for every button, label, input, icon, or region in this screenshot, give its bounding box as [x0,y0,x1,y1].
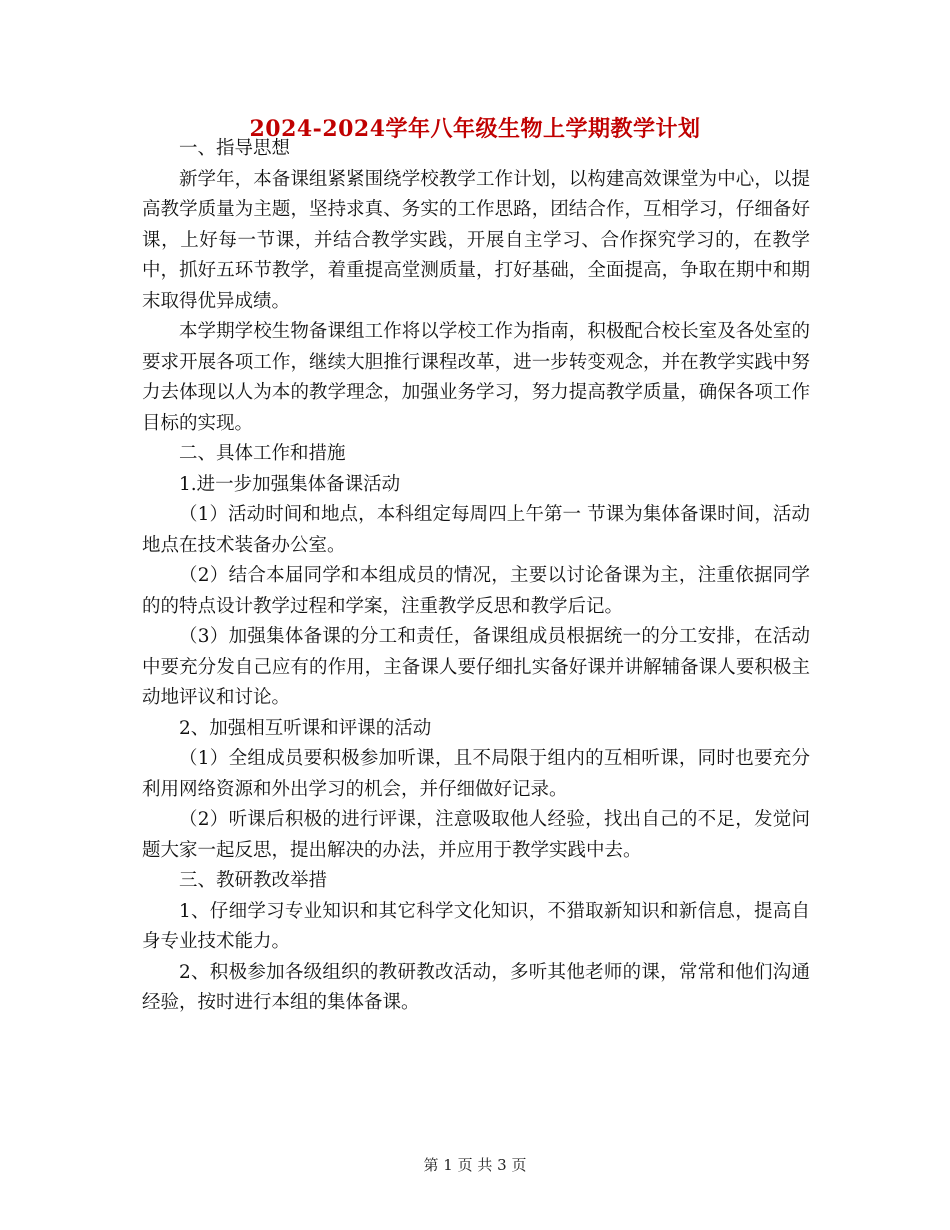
paragraph: 2、积极参加各级组织的教研教改活动，多听其他老师的课，常常和他们沟通经验，按时进行本组的集体备课。 [142,961,810,1013]
subheading-lesson-observation: 2、加强相互听课和评课的活动 [179,717,432,739]
paragraph: 1、仔细学习专业知识和其它科学文化知识，不猎取新知识和新信息，提高自身专业技术能力。 [142,900,810,952]
section-heading-teaching-research: 三、教研教改举措 [179,870,328,891]
paragraph: 本学期学校生物备课组工作将以学校工作为指南，积极配合校长室及各处室的要求开展各项工作，继续大胆推行课程改革，进一步转变观念，并在教学实践中努力去体现以人为本的教学理念，加强业务学习，努力提高教学质量，确保各项工作目标的实现。 [142,321,810,434]
section-heading-guiding-ideology: 一、指导思想 [179,138,291,159]
section-heading-work-measures: 二、具体工作和措施 [179,443,346,464]
paragraph: （1）活动时间和地点，本科组定每周四上午第一 节课为集体备课时间，活动地点在技术装备办公室。 [142,504,810,556]
paragraph: （1）全组成员要积极参加听课，且不局限于组内的互相听课，同时也要充分利用网络资源和外出学习的机会，并仔细做好记录。 [142,748,810,800]
document-title: 2024-2024学年八年级生物上学期教学计划 [249,116,701,142]
subheading-collective-lesson-prep: 1.进一步加强集体备课活动 [179,473,401,495]
paragraph: （3）加强集体备课的分工和责任，备课组成员根据统一的分工安排，在活动中要充分发自己应有的作用，主备课人要仔细扎实备好课并讲解辅备课人要积极主动地评议和讨论。 [142,626,810,708]
paragraph: 新学年，本备课组紧紧围绕学校教学工作计划，以构建高效课堂为中心，以提高教学质量为主题，坚持求真、务实的工作思路，团结合作，互相学习，仔细备好课，上好每一节课，并结合教学实践，开展自主学习、合作探究学习的，在教学中，抓好五环节教学，着重提高堂测质量，打好基础，全面提高，争取在期中和期末取得优异成绩。 [142,168,810,312]
paragraph: （2）结合本届同学和本组成员的情况，主要以讨论备课为主，注重依据同学的的特点设计教学过程和学案，注重教学反思和教学后记。 [142,565,810,617]
document-body [142,134,810,1019]
paragraph: （2）听课后积极的进行评课，注意吸取他人经验，找出自己的不足，发觉问题大家一起反思，提出解决的办法，并应用于教学实践中去。 [142,809,810,861]
page-number-footer: 第 1 页 共 3 页 [423,1156,527,1174]
